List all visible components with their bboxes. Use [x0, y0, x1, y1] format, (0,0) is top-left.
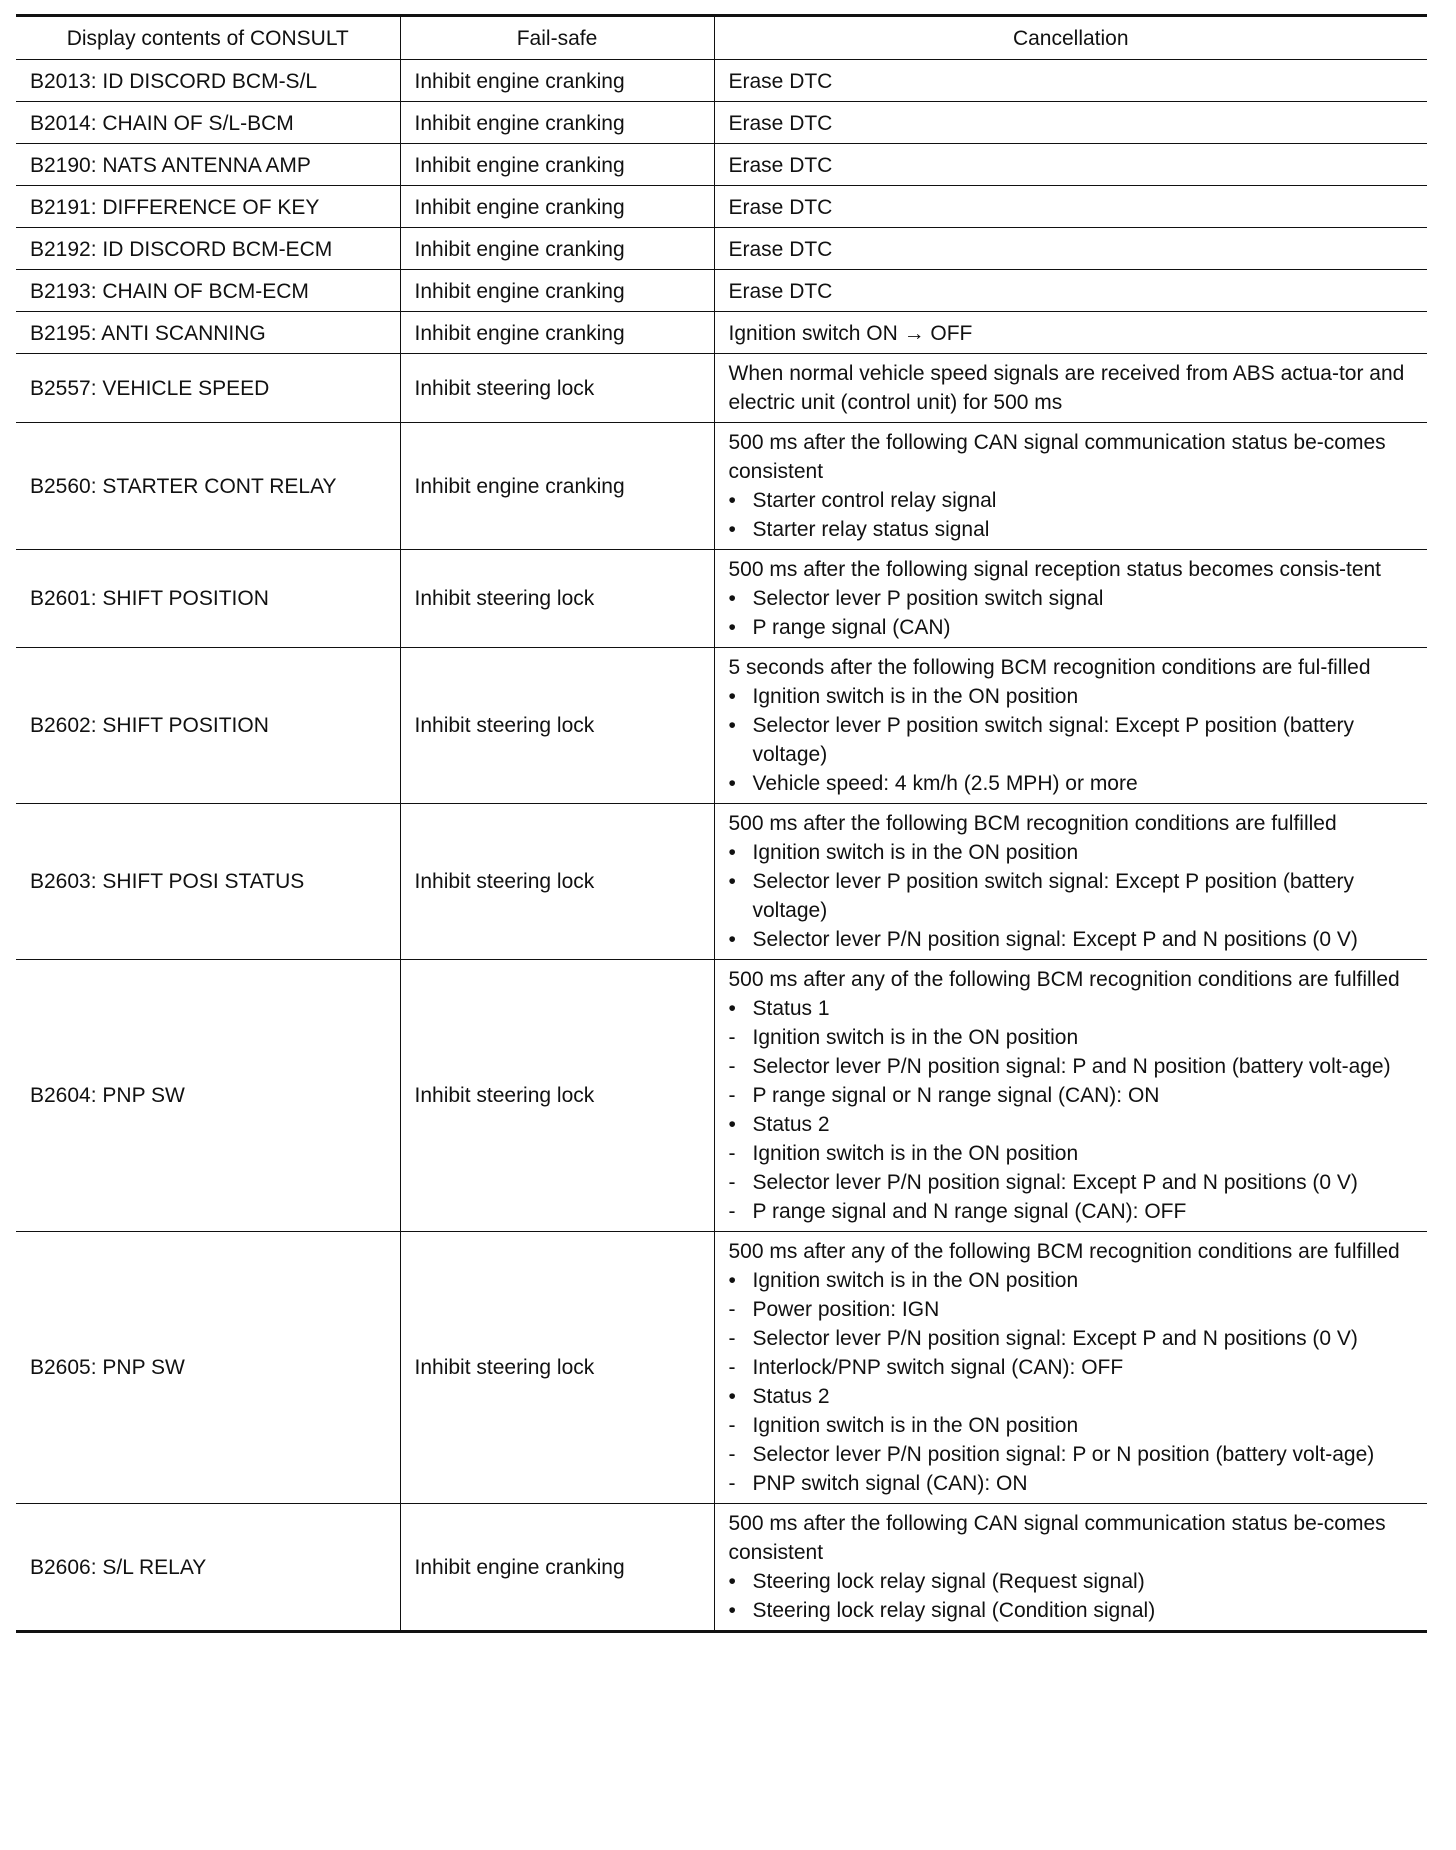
cancellation-cell — [714, 144, 1427, 186]
list-item-text: Ignition switch is in the ON position — [752, 1026, 1079, 1049]
cancellation-text: When normal vehicle speed signals are received from ABS actua-tor and electric unit (control unit) for 500 ms — [728, 362, 1405, 414]
cancellation-cell — [714, 312, 1427, 354]
bullet-icon: • — [728, 489, 736, 512]
list-item — [729, 1081, 1414, 1110]
cancellation-cell — [714, 228, 1427, 270]
display-contents-cell: B2193: CHAIN OF BCM-ECM — [16, 270, 400, 312]
list-item-text: Starter relay status signal — [752, 518, 990, 541]
display-contents-cell: B2605: PNP SW — [16, 1232, 400, 1504]
fail-safe-cell: Inhibit steering lock — [400, 1232, 714, 1504]
bullet-icon: • — [728, 870, 736, 893]
bullet-icon: • — [728, 518, 736, 541]
list-item-text: PNP switch signal (CAN): ON — [752, 1472, 1028, 1495]
list-item-text: Starter control relay signal — [752, 489, 997, 512]
table-row — [16, 60, 1427, 102]
condition-list — [729, 486, 1414, 544]
dash-icon: - — [728, 1443, 736, 1466]
dash-icon: - — [728, 1084, 736, 1107]
bullet-icon: • — [728, 616, 736, 639]
list-item — [729, 1266, 1414, 1295]
cancellation-text: 500 ms after the following signal reception status becomes consis-tent — [728, 558, 1382, 581]
fail-safe-table — [16, 14, 1427, 1633]
table-row — [16, 423, 1427, 550]
fail-safe-cell: Inhibit engine cranking — [400, 186, 714, 228]
dash-icon: - — [728, 1026, 736, 1049]
list-item — [729, 1023, 1414, 1052]
bullet-icon: • — [728, 1269, 736, 1292]
cancellation-cell — [714, 1232, 1427, 1504]
cancellation-cell — [714, 186, 1427, 228]
list-item — [729, 769, 1414, 798]
list-item-text: Ignition switch is in the ON position — [752, 1269, 1079, 1292]
list-item-text: Selector lever P/N position signal: Except P and N positions (0 V) — [752, 1327, 1358, 1350]
table-row — [16, 270, 1427, 312]
display-contents-cell: B2560: STARTER CONT RELAY — [16, 423, 400, 550]
table-header — [16, 16, 1427, 60]
fail-safe-cell: Inhibit steering lock — [400, 648, 714, 804]
list-item — [729, 584, 1414, 613]
list-item — [729, 613, 1414, 642]
list-item-text: Ignition switch is in the ON position — [752, 685, 1079, 708]
fail-safe-cell: Inhibit engine cranking — [400, 270, 714, 312]
list-item — [729, 1596, 1414, 1625]
cancellation-cell — [714, 804, 1427, 960]
bullet-icon: • — [728, 928, 736, 951]
dash-icon: - — [728, 1171, 736, 1194]
cancellation-text: 5 seconds after the following BCM recognition conditions are ful-filled — [728, 656, 1371, 679]
dash-icon: - — [728, 1142, 736, 1165]
list-item-text: P range signal and N range signal (CAN): OFF — [752, 1200, 1187, 1223]
table-row — [16, 312, 1427, 354]
list-item-text: Steering lock relay signal (Condition signal) — [752, 1599, 1156, 1622]
condition-list — [729, 682, 1414, 798]
header-fail-safe: Fail-safe — [400, 16, 714, 60]
dash-icon: - — [728, 1200, 736, 1223]
list-item — [729, 1168, 1414, 1197]
list-item-text: Power position: IGN — [752, 1298, 940, 1321]
list-item-text: Status 1 — [752, 997, 830, 1020]
list-item-text: P range signal or N range signal (CAN): ON — [752, 1084, 1160, 1107]
cancellation-text: 500 ms after any of the following BCM recognition conditions are fulfilled — [728, 968, 1400, 991]
table-row — [16, 648, 1427, 804]
list-item — [729, 682, 1414, 711]
list-item — [729, 994, 1414, 1023]
list-item — [729, 515, 1414, 544]
condition-list — [729, 1567, 1414, 1625]
fail-safe-cell: Inhibit steering lock — [400, 550, 714, 648]
list-item — [729, 1295, 1414, 1324]
cancellation-cell — [714, 423, 1427, 550]
list-item — [729, 1411, 1414, 1440]
bullet-icon: • — [728, 587, 736, 610]
display-contents-cell: B2014: CHAIN OF S/L-BCM — [16, 102, 400, 144]
condition-list — [729, 838, 1414, 954]
list-item — [729, 486, 1414, 515]
display-contents-cell: B2606: S/L RELAY — [16, 1504, 400, 1632]
fail-safe-cell: Inhibit engine cranking — [400, 228, 714, 270]
cancellation-cell — [714, 354, 1427, 423]
cancellation-text: Erase DTC — [728, 237, 833, 261]
bullet-icon: • — [728, 997, 736, 1020]
list-item-text: Ignition switch is in the ON position — [752, 841, 1079, 864]
display-contents-cell: B2603: SHIFT POSI STATUS — [16, 804, 400, 960]
cancellation-cell — [714, 102, 1427, 144]
table-row — [16, 960, 1427, 1232]
cancellation-cell — [714, 648, 1427, 804]
list-item-text: Selector lever P/N position signal: P and N position (battery volt-age) — [752, 1055, 1391, 1078]
cancellation-text: Erase DTC — [728, 111, 833, 135]
bullet-icon: • — [728, 1599, 736, 1622]
list-item — [729, 1353, 1414, 1382]
list-item — [729, 867, 1414, 925]
dash-icon: - — [728, 1414, 736, 1437]
list-item — [729, 1110, 1414, 1139]
bullet-icon: • — [728, 841, 736, 864]
list-item-text: Selector lever P position switch signal — [752, 587, 1104, 610]
cancellation-text: Erase DTC — [728, 153, 833, 177]
list-item-text: Selector lever P/N position signal: P or N position (battery volt-age) — [752, 1443, 1375, 1466]
condition-list — [729, 1266, 1414, 1498]
list-item — [729, 1139, 1414, 1168]
display-contents-cell: B2013: ID DISCORD BCM-S/L — [16, 60, 400, 102]
cancellation-cell — [714, 550, 1427, 648]
fail-safe-cell: Inhibit steering lock — [400, 960, 714, 1232]
fail-safe-cell: Inhibit steering lock — [400, 804, 714, 960]
bullet-icon: • — [728, 772, 736, 795]
cancellation-text: 500 ms after the following CAN signal communication status be-comes consistent — [728, 1512, 1386, 1564]
condition-list — [729, 584, 1414, 642]
header-row — [16, 16, 1427, 60]
condition-list — [729, 994, 1414, 1226]
list-item — [729, 1469, 1414, 1498]
display-contents-cell: B2557: VEHICLE SPEED — [16, 354, 400, 423]
bullet-icon: • — [728, 1570, 736, 1593]
cancellation-text: 500 ms after any of the following BCM recognition conditions are fulfilled — [728, 1240, 1400, 1263]
list-item-text: P range signal (CAN) — [752, 616, 951, 639]
list-item-text: Selector lever P position switch signal: Except P position (battery voltage) — [752, 870, 1355, 922]
table-row — [16, 228, 1427, 270]
cancellation-cell — [714, 1504, 1427, 1632]
cancellation-text: 500 ms after the following BCM recognition conditions are fulfilled — [728, 812, 1337, 835]
list-item-text: Vehicle speed: 4 km/h (2.5 MPH) or more — [752, 772, 1138, 795]
cancellation-text: Erase DTC — [728, 195, 833, 219]
bullet-icon: • — [728, 1385, 736, 1408]
list-item — [729, 1567, 1414, 1596]
list-item-text: Selector lever P/N position signal: Except P and N positions (0 V) — [752, 928, 1358, 951]
list-item — [729, 1440, 1414, 1469]
fail-safe-cell: Inhibit engine cranking — [400, 60, 714, 102]
display-contents-cell: B2191: DIFFERENCE OF KEY — [16, 186, 400, 228]
list-item — [729, 838, 1414, 867]
table-row — [16, 102, 1427, 144]
fail-safe-cell: Inhibit engine cranking — [400, 102, 714, 144]
list-item-text: Selector lever P position switch signal: Except P position (battery voltage) — [752, 714, 1355, 766]
list-item-text: Steering lock relay signal (Request signal) — [752, 1570, 1145, 1593]
table-row — [16, 1504, 1427, 1632]
list-item-text: Ignition switch is in the ON position — [752, 1414, 1079, 1437]
dash-icon: - — [728, 1298, 736, 1321]
fail-safe-cell: Inhibit engine cranking — [400, 144, 714, 186]
header-cancellation: Cancellation — [714, 16, 1427, 60]
list-item — [729, 925, 1414, 954]
cancellation-text: Erase DTC — [728, 69, 833, 93]
list-item — [729, 1382, 1414, 1411]
bullet-icon: • — [728, 685, 736, 708]
table-row — [16, 1232, 1427, 1504]
display-contents-cell: B2601: SHIFT POSITION — [16, 550, 400, 648]
list-item — [729, 1197, 1414, 1226]
table-row — [16, 186, 1427, 228]
list-item-text: Interlock/PNP switch signal (CAN): OFF — [752, 1356, 1124, 1379]
list-item — [729, 1324, 1414, 1353]
cancellation-text: Erase DTC — [728, 279, 833, 303]
dash-icon: - — [728, 1327, 736, 1350]
cancellation-cell — [714, 270, 1427, 312]
display-contents-cell: B2604: PNP SW — [16, 960, 400, 1232]
bullet-icon: • — [728, 1113, 736, 1136]
fail-safe-cell: Inhibit engine cranking — [400, 1504, 714, 1632]
dash-icon: - — [728, 1356, 736, 1379]
list-item — [729, 1052, 1414, 1081]
fail-safe-cell: Inhibit engine cranking — [400, 423, 714, 550]
dash-icon: - — [728, 1472, 736, 1495]
fail-safe-cell: Inhibit steering lock — [400, 354, 714, 423]
list-item — [729, 711, 1414, 769]
table-row — [16, 144, 1427, 186]
display-contents-cell: B2192: ID DISCORD BCM-ECM — [16, 228, 400, 270]
cancellation-cell — [714, 960, 1427, 1232]
dash-icon: - — [728, 1055, 736, 1078]
table-body — [16, 60, 1427, 1632]
display-contents-cell: B2195: ANTI SCANNING — [16, 312, 400, 354]
table-row — [16, 550, 1427, 648]
header-display-contents: Display contents of CONSULT — [16, 16, 400, 60]
list-item-text: Selector lever P/N position signal: Except P and N positions (0 V) — [752, 1171, 1358, 1194]
cancellation-cell — [714, 60, 1427, 102]
cancellation-text: Ignition switch ON → OFF — [728, 321, 973, 345]
cancellation-text: 500 ms after the following CAN signal communication status be-comes consistent — [728, 431, 1386, 483]
list-item-text: Status 2 — [752, 1385, 830, 1408]
display-contents-cell: B2190: NATS ANTENNA AMP — [16, 144, 400, 186]
fail-safe-cell: Inhibit engine cranking — [400, 312, 714, 354]
bullet-icon: • — [728, 714, 736, 737]
list-item-text: Ignition switch is in the ON position — [752, 1142, 1079, 1165]
display-contents-cell: B2602: SHIFT POSITION — [16, 648, 400, 804]
table-row — [16, 354, 1427, 423]
table-row — [16, 804, 1427, 960]
list-item-text: Status 2 — [752, 1113, 830, 1136]
